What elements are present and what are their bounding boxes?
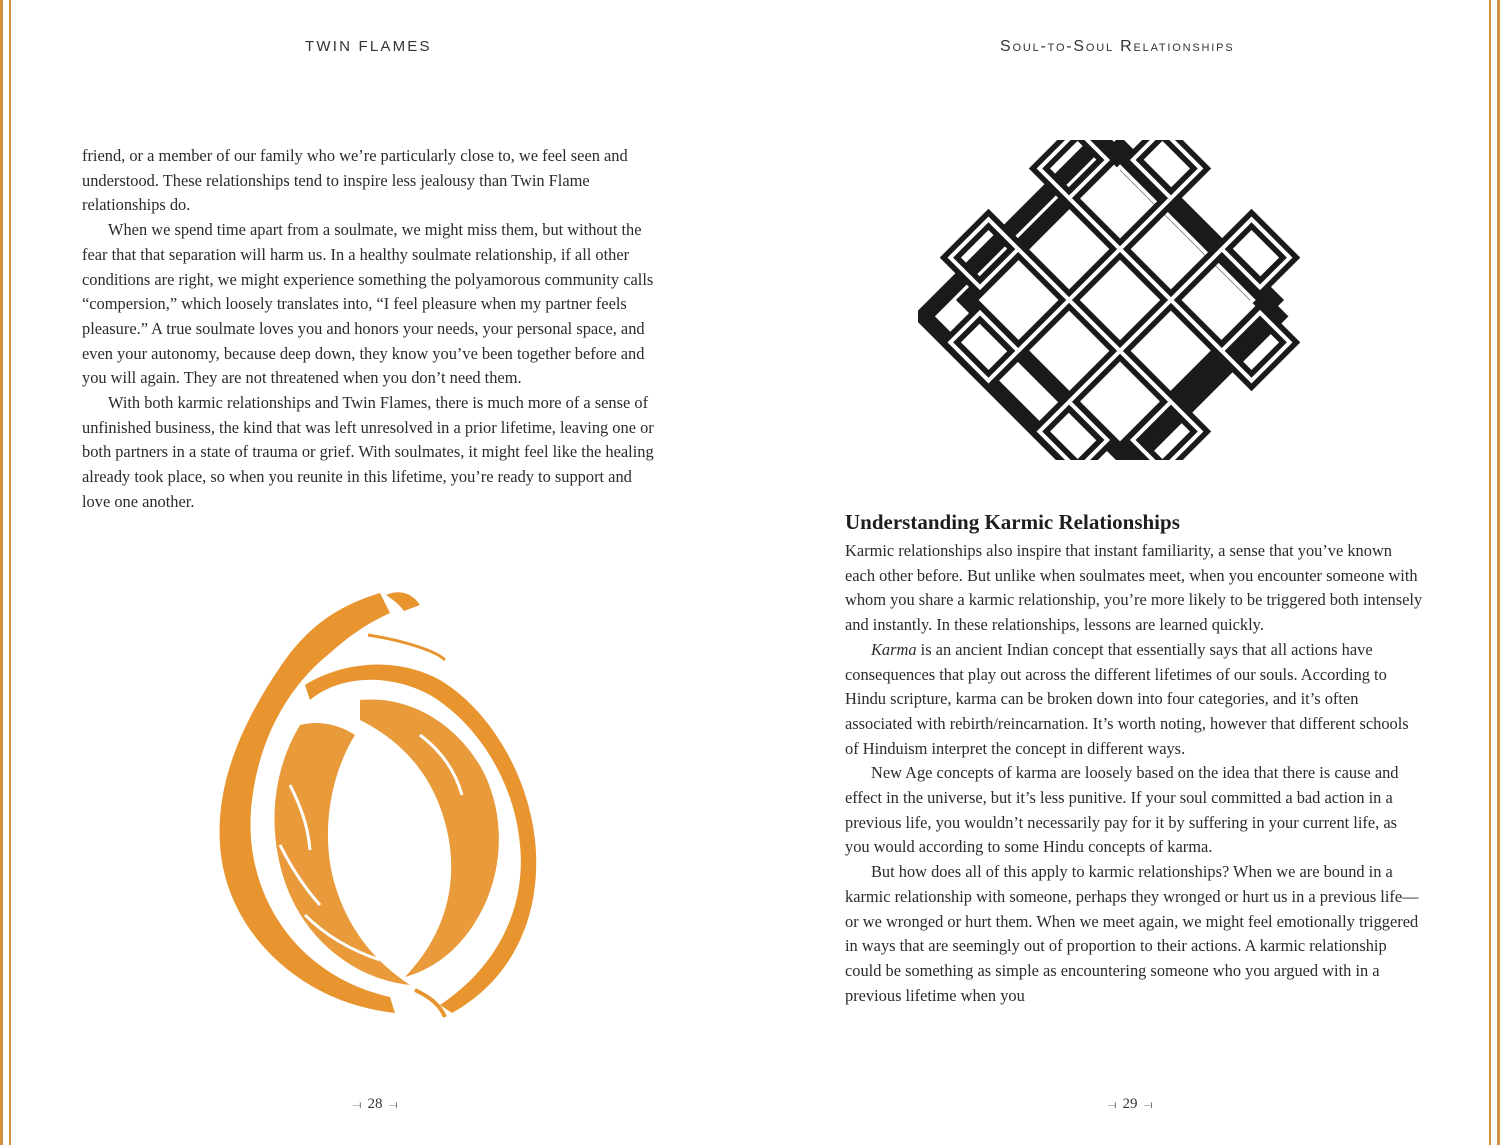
ornament-right: ⟞ (388, 1099, 398, 1111)
page-number-value: 28 (367, 1096, 383, 1112)
scale-mark (400, 885, 425, 945)
paragraph: With both karmic relationships and Twin Flames, there is much more of a sense of unfinished business, the kind that was left unresolved in a prior lifetime, leaving one or both partners in a state of trauma or grief. With soulmates, it might feel like the healing already took place, so when you reunite in this lifetime, you’re ready to support and love one another. (82, 393, 654, 511)
scale-mark (340, 785, 352, 875)
paragraph: Karmic relationships also inspire that instant familiarity, a sense that you’ve known each other before. But unlike when soulmates meet, when you encounter someone with whom you share a karmic relationship, you’re more likely to be triggered both intensely and instantly. In these relationships, lessons are learned quickly. (845, 541, 1423, 635)
paragraph: But how does all of this apply to karmic relationships? When we are bound in a karmic relationship with someone, perhaps they wronged or hurt us in a previous life—or we wronged or hurt them. When we meet again, we might feel emotionally triggered in ways that are seemingly out of proportion to their actions. A karmic relationship could be something as simple as encountering someone who you argued with in a previous lifetime when you (845, 862, 1419, 1005)
page-number (315, 1096, 435, 1113)
page-border-inner (1489, 0, 1491, 1145)
ornament-right: ⟞ (1143, 1099, 1153, 1111)
section-heading: Understanding Karmic Relationships (845, 510, 1180, 534)
page-number (1070, 1096, 1190, 1113)
italic-term: Karma (871, 639, 917, 659)
running-head: TWIN FLAMES (305, 38, 432, 55)
page-border-inner (9, 0, 11, 1145)
page-border-outer (0, 0, 3, 1145)
paragraph: New Age concepts of karma are loosely based on the idea that there is cause and effect in the universe, but it’s less punitive. If your soul committed a bad action in a previous life, you wouldn’t necessarily pay for it by suffering in your current life, as you would according to some Hindu concepts of karma. (845, 763, 1399, 857)
fish-tail (415, 990, 445, 1017)
page-number-value: 29 (1122, 1096, 1138, 1112)
endless-knot-illustration (918, 140, 1322, 460)
running-head: Soul-to-Soul Relationships (1000, 38, 1235, 55)
ornament-left: ⟞ (352, 1099, 362, 1111)
paragraph: friend, or a member of our family who we’re particularly close to, we feel seen and understood. These relationships tend to inspire less jealousy than Twin Flame relationships do. (82, 146, 628, 215)
paragraph-rest: is an ancient Indian concept that essentially says that all actions have consequences that play out across the different lifetimes of our souls. According to Hindu scripture, karma can be broken down into four categories, and it’s often associated with rebirth/reincarnation. It’s worth noting, however that different schools of Hinduism interpret the concept in different ways. (845, 639, 1409, 758)
ornament-left: ⟞ (1107, 1099, 1117, 1111)
koi-fish-illustration (190, 585, 550, 1025)
body-text (845, 539, 1425, 1008)
fish-tail (368, 635, 445, 660)
fish-tail (386, 592, 420, 611)
fish-eye (360, 835, 380, 855)
paragraph (845, 638, 1425, 762)
right-page (750, 0, 1500, 1145)
body-text (82, 144, 662, 515)
paragraph: When we spend time apart from a soulmate, we might miss them, but without the fear that that separation will harm us. In a healthy soulmate relationship, if all other conditions are right, we might experience something the polyamorous community calls “compersion,” which loosely translates into, “I feel pleasure when my partner feels pleasure.” A true soulmate loves you and honors your needs, your personal space, and even your autonomy, because deep down, they know you’ve been together before and you will again. They are not threatened when you don’t need them. (82, 220, 654, 388)
